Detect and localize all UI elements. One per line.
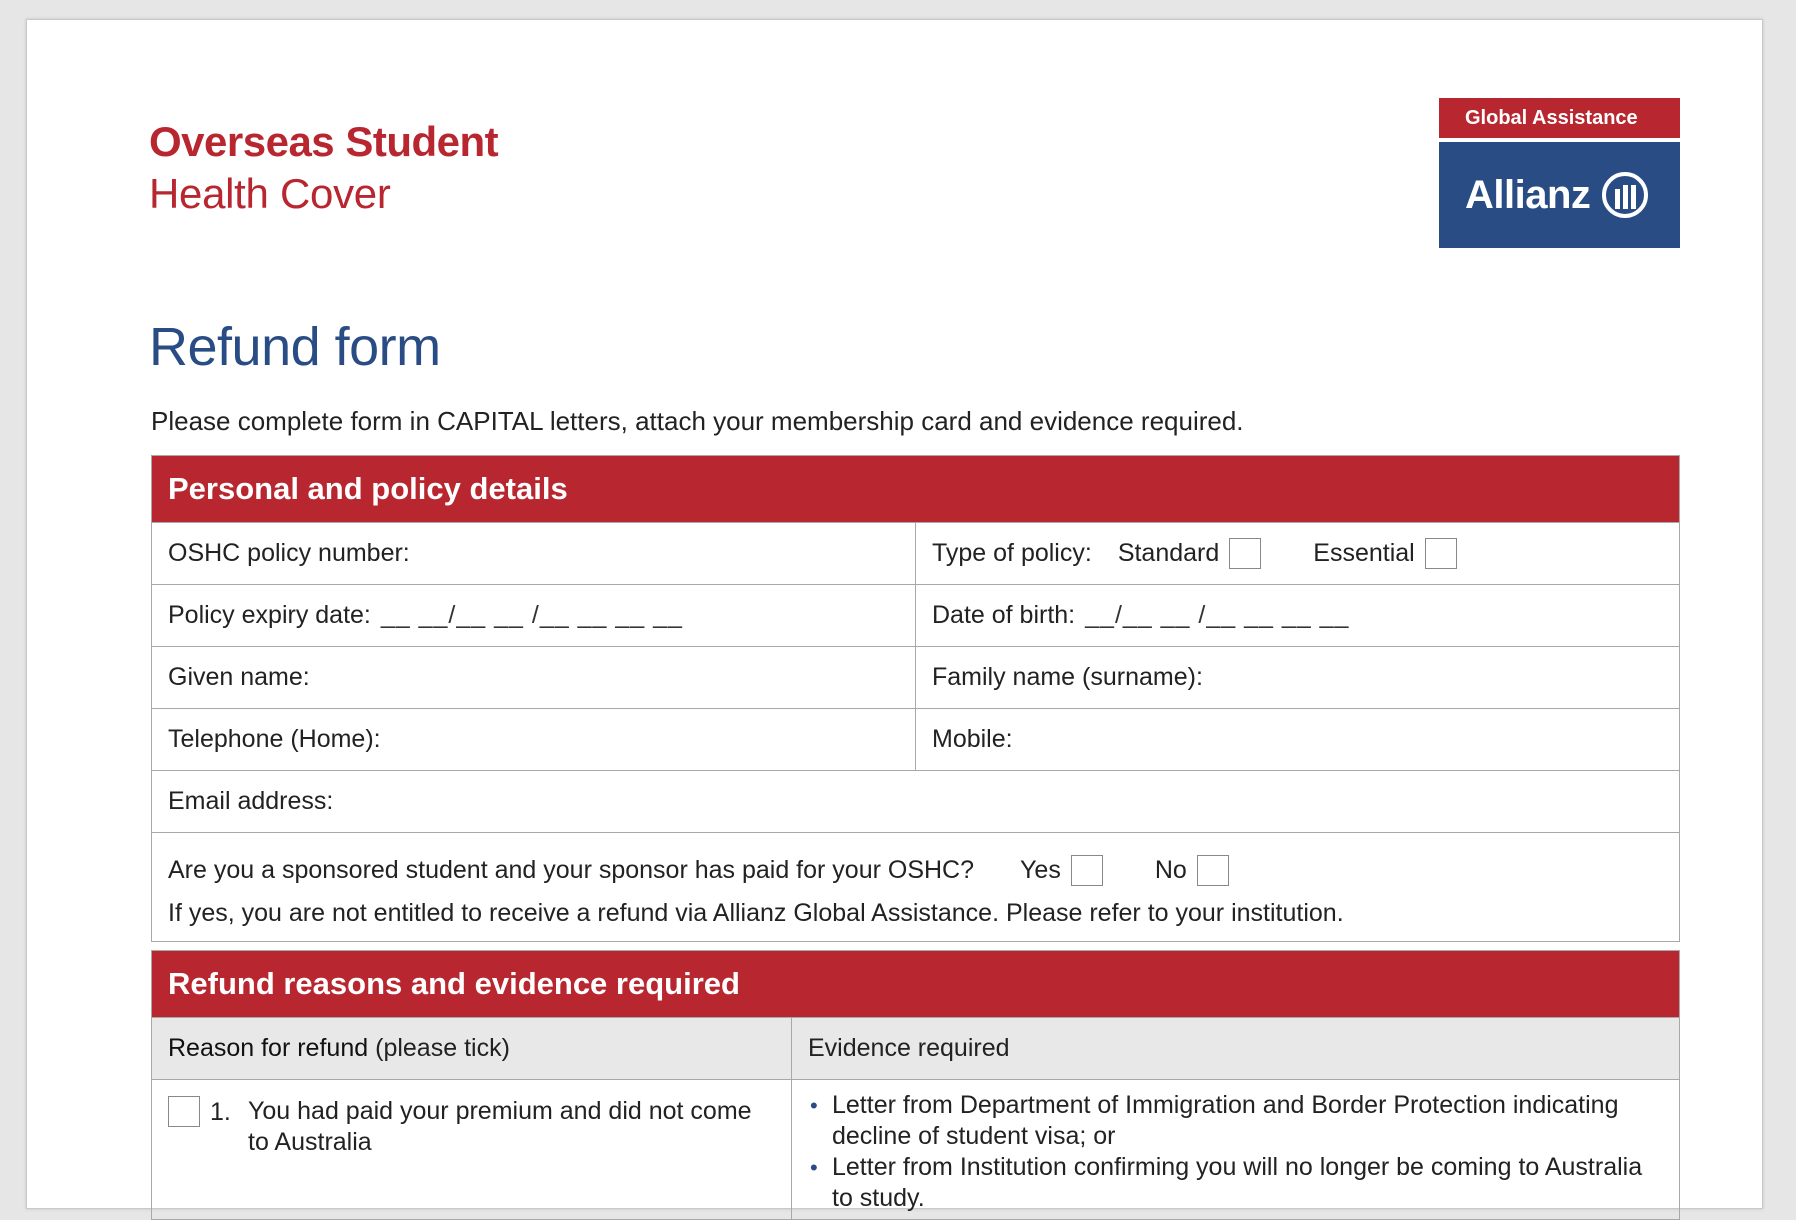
- sponsor-question: Are you a sponsored student and your sponsor has paid for your OSHC?: [168, 855, 975, 884]
- sponsor-note: If yes, you are not entitled to receive a refund via Allianz Global Assistance. Please refer to your institution.: [168, 898, 1344, 927]
- standard-checkbox[interactable]: [1229, 538, 1261, 569]
- table-row: [152, 1079, 1679, 1219]
- reason-column-header: [152, 1018, 792, 1079]
- standard-label: Standard: [1117, 539, 1220, 567]
- form-page: [26, 19, 1763, 1212]
- form-title: Refund form: [149, 317, 441, 377]
- telephone-field[interactable]: [152, 709, 916, 770]
- evidence-column-header: [792, 1018, 1679, 1079]
- brand-title: [149, 116, 498, 220]
- dob-field[interactable]: [916, 585, 1679, 646]
- family-name-field[interactable]: [916, 647, 1679, 708]
- essential-label: Essential: [1313, 539, 1415, 567]
- family-name-label: Family name (surname):: [932, 663, 1203, 691]
- form-row: [152, 584, 1679, 646]
- expiry-date-field[interactable]: [152, 585, 916, 646]
- brand-title-line1: Overseas Student: [149, 118, 499, 165]
- email-label: Email address:: [168, 787, 334, 815]
- reason-column-title: Reason for refund: [168, 1034, 369, 1062]
- refund-table-header: [152, 1017, 1679, 1079]
- reason-text: You had paid your premium and did not come to Australia: [248, 1097, 752, 1156]
- no-checkbox[interactable]: [1197, 855, 1229, 886]
- brand-title-line2: Health Cover: [149, 170, 391, 217]
- form-row: [152, 708, 1679, 770]
- form-row: [152, 770, 1679, 832]
- form-intro: Please complete form in CAPITAL letters, attach your membership card and evidence required.: [151, 406, 1244, 436]
- type-of-policy-label: Type of policy:: [932, 539, 1092, 567]
- reason-1-checkbox[interactable]: [168, 1096, 200, 1127]
- logo-word: Allianz: [1465, 172, 1591, 217]
- reason-cell: [152, 1080, 792, 1219]
- logo-top-label: Global Assistance: [1439, 98, 1680, 138]
- refund-reasons-heading: Refund reasons and evidence required: [152, 951, 1679, 1017]
- evidence-column-title: Evidence required: [808, 1034, 1010, 1062]
- form-row: [152, 522, 1679, 584]
- mobile-label: Mobile:: [932, 725, 1013, 753]
- form-row: [152, 646, 1679, 708]
- dob-placeholder: __/__ __ /__ __ __ __: [1085, 601, 1350, 629]
- no-label: No: [1154, 855, 1187, 884]
- evidence-item: • Letter from Department of Immigration and Border Protection indicating decline of student visa; or: [808, 1090, 1663, 1152]
- sponsor-block: [152, 832, 1679, 941]
- refund-reasons-section: [151, 950, 1680, 1220]
- allianz-logo: [1439, 98, 1680, 248]
- given-name-field[interactable]: [152, 647, 916, 708]
- expiry-date-label: Policy expiry date:: [168, 601, 371, 629]
- telephone-label: Telephone (Home):: [168, 725, 381, 753]
- policy-number-label: OSHC policy number:: [168, 539, 410, 567]
- given-name-label: Given name:: [168, 663, 310, 691]
- yes-checkbox[interactable]: [1071, 855, 1103, 886]
- mobile-field[interactable]: [916, 709, 1679, 770]
- dob-label: Date of birth:: [932, 601, 1076, 629]
- personal-details-heading: Personal and policy details: [152, 456, 1679, 522]
- type-of-policy-field: [916, 523, 1679, 584]
- allianz-eagle-icon: [1602, 172, 1648, 218]
- expiry-date-placeholder: __ __/__ __ /__ __ __ __: [380, 601, 683, 629]
- evidence-item: • Letter from Institution confirming you will no longer be coming to Australia to study.: [808, 1152, 1663, 1214]
- evidence-cell: [792, 1080, 1679, 1219]
- reason-column-note: (please tick): [375, 1034, 510, 1062]
- logo-bottom: [1439, 142, 1680, 248]
- email-field[interactable]: [152, 771, 1679, 832]
- policy-number-field[interactable]: [152, 523, 916, 584]
- personal-details-section: [151, 455, 1680, 942]
- reason-number: 1.: [210, 1098, 231, 1126]
- yes-label: Yes: [1020, 855, 1061, 884]
- essential-checkbox[interactable]: [1425, 538, 1457, 569]
